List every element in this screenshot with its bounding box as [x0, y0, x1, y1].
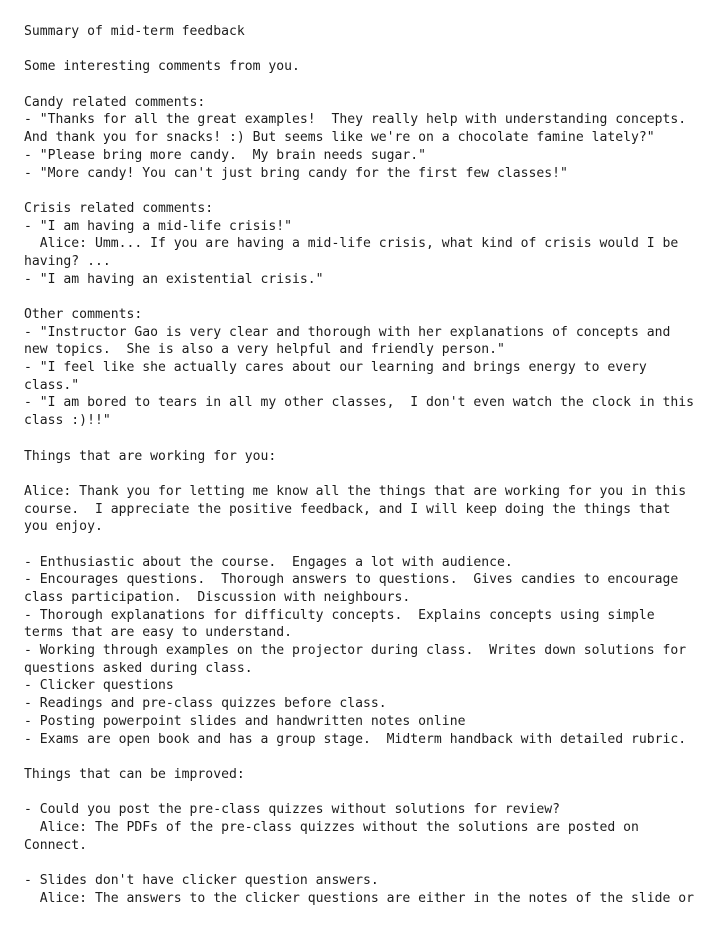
text-line — [24, 430, 714, 448]
text-line: - Readings and pre-class quizzes before class. — [24, 696, 387, 712]
text-line: new topics. She is also a very helpful and friendly person." — [24, 342, 505, 358]
text-line: - "I feel like she actually cares about our learning and brings energy to every — [24, 360, 647, 376]
text-line: questions asked during class. — [24, 660, 253, 676]
text-line: Other comments: — [24, 307, 143, 322]
text-line — [24, 854, 714, 872]
feedback-document — [24, 23, 714, 907]
text-line: - "Thanks for all the great examples! They really help with understanding concepts. — [24, 112, 687, 128]
text-line: Summary of mid-term feedback — [24, 24, 245, 39]
text-line: And thank you for snacks! :) But seems like we're on a chocolate famine lately?" — [24, 130, 655, 146]
text-line: class." — [24, 377, 80, 393]
text-line: - Exams are open book and has a group stage. Midterm handback with detailed rubric. — [24, 731, 687, 747]
text-line — [24, 465, 714, 483]
text-line: terms that are easy to understand. — [24, 625, 293, 641]
text-line: - Thorough explanations for difficulty concepts. Explains concepts using simple — [24, 607, 655, 623]
text-line: - "Please bring more candy. My brain needs sugar." — [24, 147, 427, 163]
text-line: you enjoy. — [24, 519, 103, 535]
text-line — [24, 41, 714, 59]
text-line — [24, 536, 714, 554]
text-line: Alice: Umm... If you are having a mid-life crisis, what kind of crisis would I be — [24, 236, 679, 252]
text-line: - Slides don't have clicker question answers. — [24, 873, 379, 888]
text-line — [24, 76, 714, 94]
text-line: Connect. — [24, 837, 88, 853]
text-line: class participation. Discussion with neighbours. — [24, 590, 411, 605]
text-line — [24, 748, 714, 766]
text-line — [24, 784, 714, 802]
text-line: - "Instructor Gao is very clear and thorough with her explanations of concepts and — [24, 324, 671, 340]
text-line: - "I am having an existential crisis." — [24, 271, 324, 287]
text-line: - Encourages questions. Thorough answers to questions. Gives candies to encourage — [24, 572, 679, 588]
text-line: Candy related comments: — [24, 94, 206, 110]
text-line: - Clicker questions — [24, 678, 174, 694]
text-line: Some interesting comments from you. — [24, 59, 300, 75]
text-line: Things that are working for you: — [24, 448, 277, 464]
text-line: - "I am bored to tears in all my other classes, I don't even watch the clock in this — [24, 395, 695, 411]
text-line: course. I appreciate the positive feedback, and I will keep doing the things that — [24, 501, 671, 517]
text-line: - Posting powerpoint slides and handwritten notes online — [24, 713, 466, 729]
text-line: - Could you post the pre-class quizzes without solutions for review? — [24, 802, 561, 818]
text-line: class :)!!" — [24, 413, 111, 429]
text-line: Alice: The answers to the clicker questions are either in the notes of the slide or — [24, 890, 695, 906]
text-line — [24, 182, 714, 200]
text-line: Things that can be improved: — [24, 766, 245, 782]
text-line: - Enthusiastic about the course. Engages a lot with audience. — [24, 554, 513, 570]
text-line — [24, 288, 714, 306]
text-line: Alice: The PDFs of the pre-class quizzes without the solutions are posted on — [24, 819, 639, 835]
text-line: - "More candy! You can't just bring candy for the first few classes!" — [24, 165, 568, 181]
text-line: - "I am having a mid-life crisis!" — [24, 218, 293, 234]
text-line: - Working through examples on the projector during class. Writes down solutions for — [24, 643, 687, 659]
text-line: having? ... — [24, 253, 111, 269]
text-line: Alice: Thank you for letting me know all the things that are working for you in this — [24, 483, 687, 499]
text-line: Crisis related comments: — [24, 200, 214, 216]
